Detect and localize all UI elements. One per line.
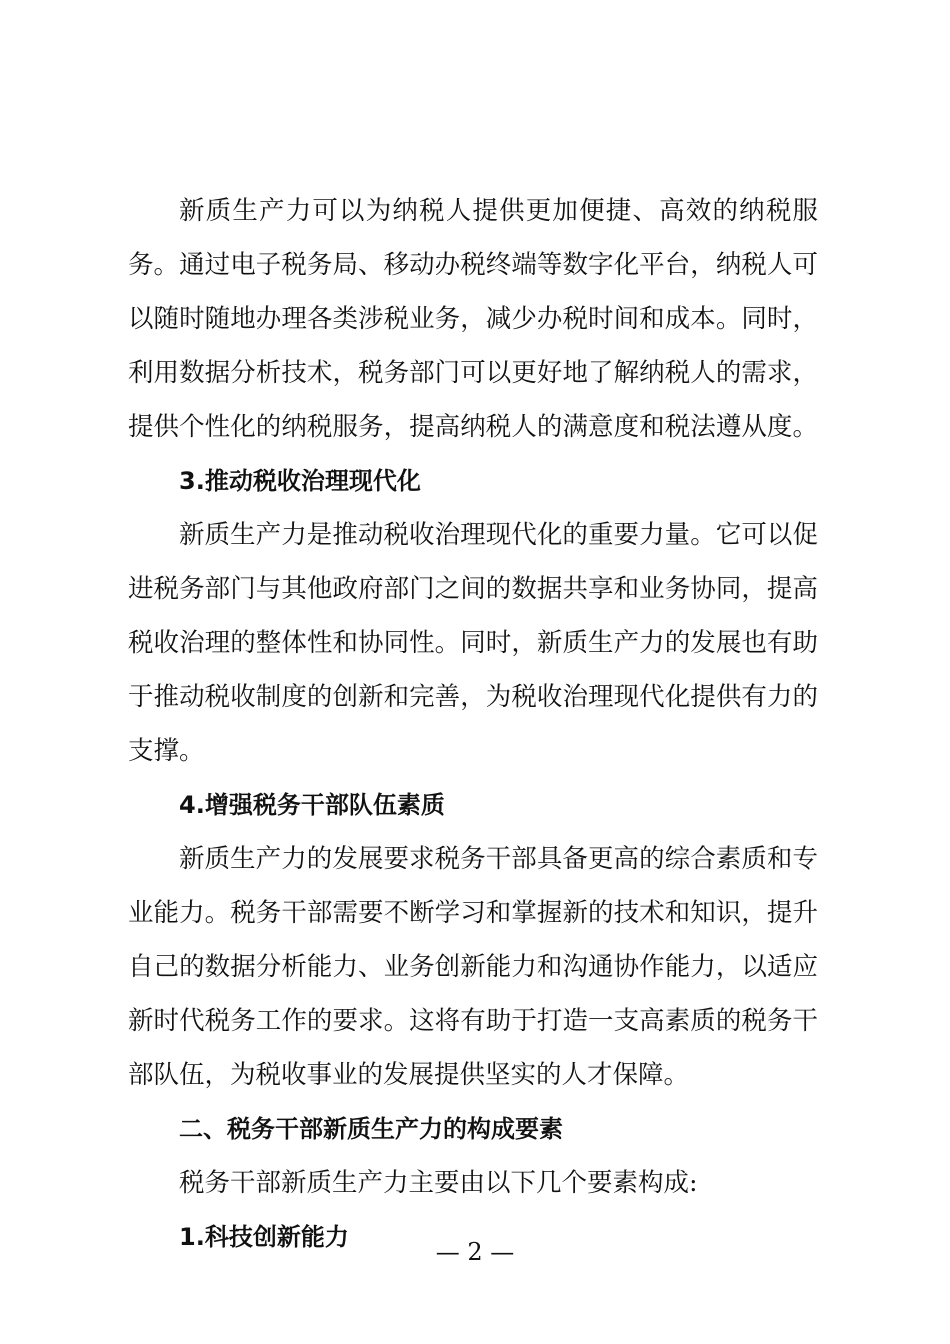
section-heading: 3.推动税收治理现代化 [179,467,421,495]
paragraph-line: 业能力。税务干部需要不断学习和掌握新的技术和知识，提升 [128,898,818,928]
page-number: — 2 — [435,1238,515,1266]
paragraph-line: 支撑。 [128,736,205,766]
section-heading: 1.科技创新能力 [179,1223,349,1251]
section-heading: 4.增强税务干部队伍素质 [179,791,445,819]
paragraph-line: 部队伍，为税收事业的发展提供坚实的人才保障。 [128,1060,690,1090]
paragraph-line: 进税务部门与其他政府部门之间的数据共享和业务协同，提高 [128,574,818,604]
paragraph-line: 税收治理的整体性和协同性。同时，新质生产力的发展也有助 [128,628,818,658]
paragraph-line: 新质生产力可以为纳税人提供更加便捷、高效的纳税服 [179,196,818,226]
paragraph-line: 提供个性化的纳税服务，提高纳税人的满意度和税法遵从度。 [128,412,818,442]
paragraph-line: 于推动税收制度的创新和完善，为税收治理现代化提供有力的 [128,682,818,712]
paragraph-line: 新时代税务工作的要求。这将有助于打造一支高素质的税务干 [128,1006,818,1036]
paragraph-line: 新质生产力的发展要求税务干部具备更高的综合素质和专 [179,844,818,874]
paragraph-line: 以随时随地办理各类涉税业务，减少办税时间和成本。同时， [128,304,818,334]
paragraph-line: 税务干部新质生产力主要由以下几个要素构成: [179,1168,698,1198]
paragraph-line: 务。通过电子税务局、移动办税终端等数字化平台，纳税人可 [128,250,818,280]
document-body [128,184,818,1264]
paragraph-line: 新质生产力是推动税收治理现代化的重要力量。它可以促 [179,520,818,550]
paragraph-line: 自己的数据分析能力、业务创新能力和沟通协作能力，以适应 [128,952,818,982]
chapter-heading: 二、税务干部新质生产力的构成要素 [179,1115,563,1143]
paragraph-line: 利用数据分析技术，税务部门可以更好地了解纳税人的需求， [128,358,818,388]
